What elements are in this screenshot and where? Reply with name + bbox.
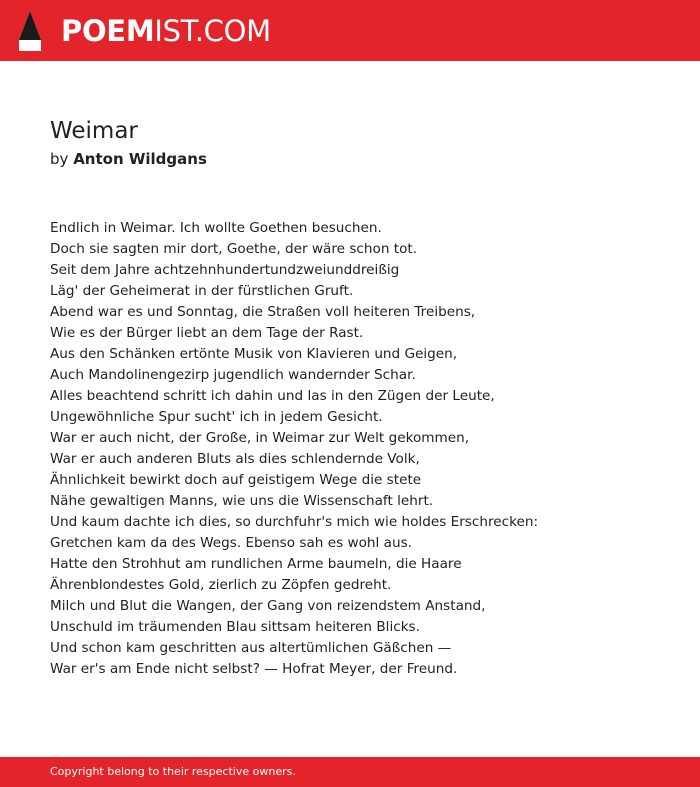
poem-line: Nähe gewaltigen Manns, wie uns die Wissenschaft lehrt. <box>50 493 434 509</box>
poem-line: Ähnlichkeit bewirkt doch auf geistigem Wege die stete <box>50 472 422 488</box>
poem-line: Und schon kam geschritten aus altertümlichen Gäßchen — <box>50 640 452 656</box>
poem-line: Abend war es und Sonntag, die Straßen voll heiteren Treibens, <box>50 304 476 320</box>
site-logo[interactable] <box>61 9 271 53</box>
poem-line: Aus den Schänken ertönte Musik von Klavieren und Geigen, <box>50 346 458 362</box>
poem-line: Ungewöhnliche Spur sucht' ich in jedem Gesicht. <box>50 409 383 425</box>
poem-line: Unschuld im träumenden Blau sittsam heiteren Blicks. <box>50 619 420 635</box>
poem-line: Gretchen kam da des Wegs. Ebenso sah es wohl aus. <box>50 535 412 551</box>
poem-line: War er's am Ende nicht selbst? — Hofrat Meyer, der Freund. <box>50 661 458 677</box>
logo-light-text: IST.COM <box>154 14 271 48</box>
logo-strong-text: POEM <box>61 14 155 48</box>
poem-line: Alles beachtend schritt ich dahin und las in den Zügen der Leute, <box>50 388 495 404</box>
poem-line: Auch Mandolinengezirp jugendlich wandernder Schar. <box>50 367 416 383</box>
copyright-notice: Copyright belong to their respective owners. <box>50 765 296 778</box>
poem-line: War er auch anderen Bluts als dies schlendernde Volk, <box>50 451 420 467</box>
poem-title: Weimar <box>50 118 138 144</box>
poem-line: Und kaum dachte ich dies, so durchfuhr's mich wie holdes Erschrecken: <box>50 514 539 530</box>
poem-line: Läg' der Geheimerat in der fürstlichen Gruft. <box>50 283 354 299</box>
poem-line: Endlich in Weimar. Ich wollte Goethen besuchen. <box>50 220 382 236</box>
poem-line: Ährenblondestes Gold, zierlich zu Zöpfen gedreht. <box>50 577 392 593</box>
site-footer <box>0 757 700 787</box>
poem-line: Wie es der Bürger liebt an dem Tage der Rast. <box>50 325 364 341</box>
by-prefix: by <box>50 150 69 168</box>
poem-line: War er auch nicht, der Große, in Weimar zur Welt gekommen, <box>50 430 470 446</box>
pencil-tip-icon[interactable] <box>18 10 42 52</box>
poem-line: Hatte den Strohhut am rundlichen Arme baumeln, die Haare <box>50 556 462 572</box>
poem-line: Seit dem Jahre achtzehnhundertundzweiunddreißig <box>50 262 400 278</box>
site-header <box>0 0 700 61</box>
poem-line: Milch und Blut die Wangen, der Gang von reizendstem Anstand, <box>50 598 486 614</box>
poem-author: Anton Wildgans <box>73 150 207 168</box>
poem-line: Doch sie sagten mir dort, Goethe, der wäre schon tot. <box>50 241 418 257</box>
poem-body <box>50 218 680 680</box>
poem-byline <box>50 148 207 170</box>
